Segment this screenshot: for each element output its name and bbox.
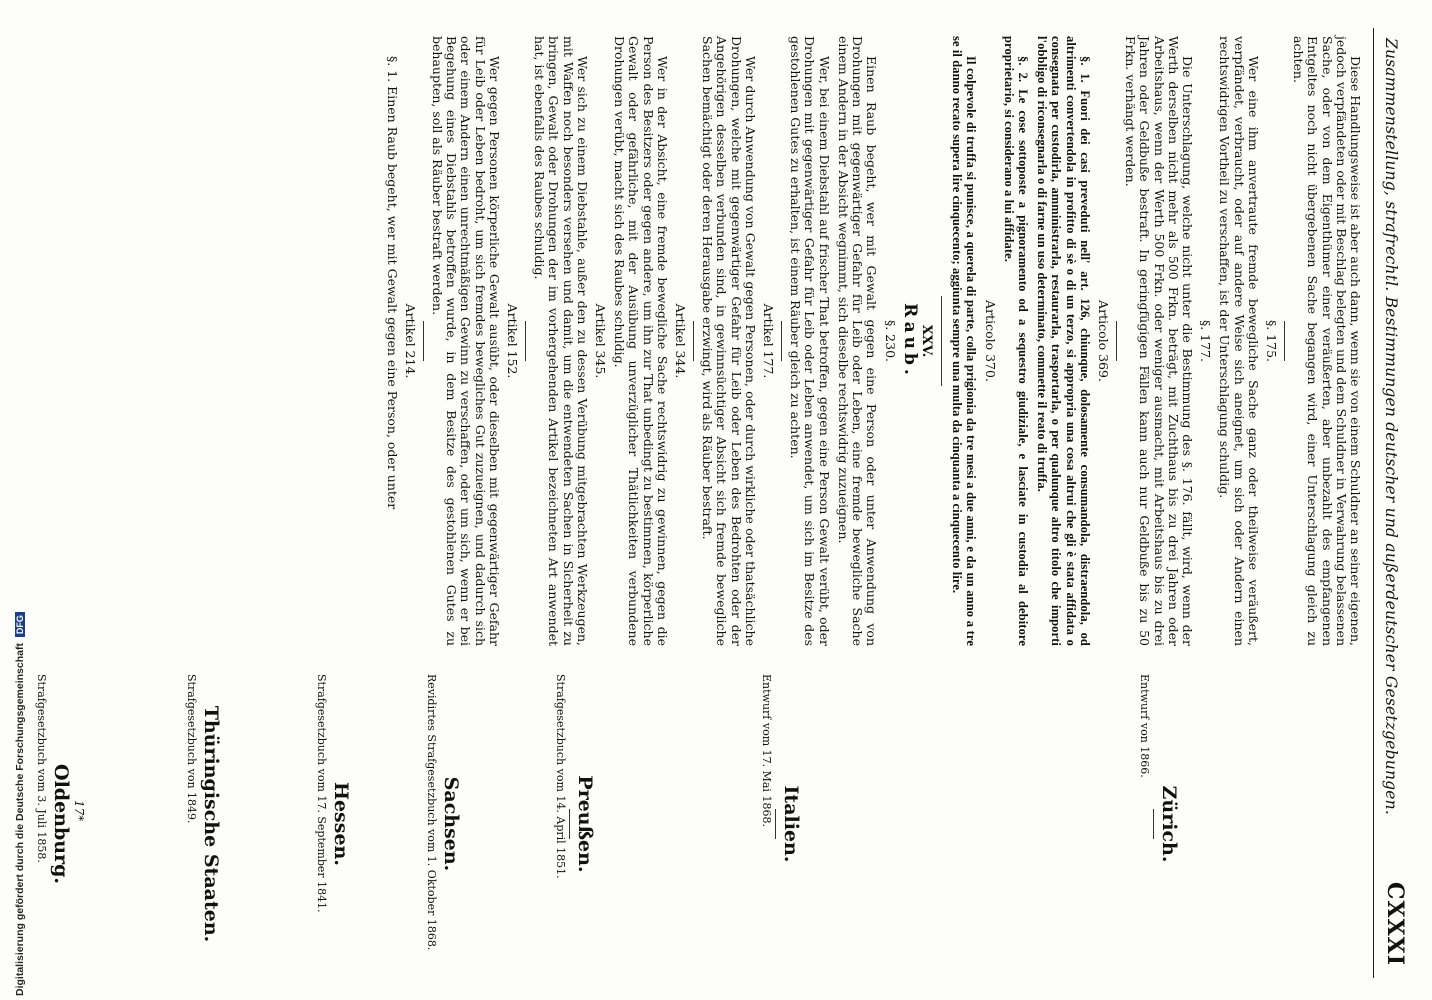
divider (775, 809, 776, 839)
margin-entry-oldenburg (35, 674, 72, 974)
paragraph: Wer eine ihm anvertraute fremde bewegliche Sache ganz oder theilweise veräußert, verpfändet, verbraucht, oder auf andere Weise sich aneignet, um sich oder Andern einen rechtswidrigen Vortheil zu verschaffen, ist der Unterschlagung schuldig. (1217, 36, 1261, 646)
divider (423, 321, 424, 361)
signature-mark: 17* (72, 800, 86, 822)
section-number: Artikel 152. (505, 303, 521, 379)
jurisdiction-name: Zürich. (1158, 785, 1180, 863)
divider (1116, 321, 1117, 361)
margin-entry-hessen (315, 674, 352, 974)
chapter-number: XXV. (918, 324, 934, 358)
section-number: Articolo 370. (982, 300, 998, 382)
margin-entry-zuerich (1138, 674, 1180, 974)
law-source: Strafgesetzbuch vom 14. April 1851. (554, 674, 567, 879)
paragraph: Wer sich zu einem Diebstahle, außer den zu dessen Verübung mitgebrachten Werkzeugen, mit Waffen noch besonders versehen und damit, um die entwendeten Sachen in Sicherheit zu bringen, Gewalt oder Drohungen der im vorhergehenden Artikel bezeichneten Art anwendet hat, ist ebenfalls des Raubes schuldig. (532, 36, 590, 646)
jurisdiction-name: Oldenburg. (50, 764, 72, 884)
jurisdiction-name: Italien. (780, 785, 802, 863)
divider (693, 321, 694, 361)
section-number: Artikel 344. (673, 303, 689, 379)
page-frame (14, 28, 1414, 978)
paragraph: Il colpevole di truffa si punisce, a querela di parte, colla prigionia da tre mesi a due anni, e da un anno a tre se il danno recato supera lire cinquecento; aggiunta sempre una multa da cinquanta a cinquecento lire. (950, 36, 979, 646)
paragraph: Einen Raub begeht, wer mit Gewalt gegen eine Person oder unter Anwendung von Drohungen mit gegenwärtiger Gefahr für Leib oder Leben, eine fremde bewegliche Sache einem Andern in der Absicht wegnimmt, sich dieselbe rechtswidrig zuzueignen. (835, 36, 880, 646)
digitization-credit (14, 612, 26, 996)
divider (525, 321, 526, 361)
divider (1284, 321, 1285, 361)
divider (1153, 809, 1154, 839)
law-source: Revidirtes Strafgesetzbuch vom 1. Oktober 1868. (425, 674, 438, 951)
paragraph: Wer durch Anwendung von Gewalt gegen Personen, oder durch wirkliche oder thatsächliche Drohungen, welche mit gegenwärtiger Gefahr für Leib oder Leben des Bedrohten oder der Angehörigen desselben verbunden sind, in gewinnsüchtiger Absicht sich fremde bewegliche Sachen bemächtigt oder deren Herausgabe erzwingt, wird als Räuber bestraft. (700, 36, 758, 646)
margin-entry-sachsen (425, 674, 462, 974)
section-number: §. 230. (882, 319, 898, 363)
credit-text: Digitalisierung gefördert durch die Deutsche Forschungsgemeinschaft (14, 643, 26, 996)
divider (569, 809, 570, 839)
jurisdiction-name: Preußen. (574, 775, 596, 873)
running-head (1373, 28, 1414, 978)
law-source: Strafgesetzbuch vom 17. September 1841. (315, 674, 328, 913)
jurisdiction-name: Thüringische Staaten. (200, 705, 222, 943)
section-number: Articolo 369. (1095, 300, 1111, 382)
paragraph: Wer gegen Personen körperliche Gewalt ausübt, oder dieselben mit gegenwärtiger Gefahr für Leib oder Leben bedroht, um sich fremdes bewegliches Gut zuzueignen, und dadurch sich oder einem Andern einen unrechtmäßigen Gewinn zu verschaffen, oder um sich, wenn er bei Begehung eines Diebstahls betroffen wurde, in dem Besitze des gestohlenen Gutes zu behaupten, soll als Räuber bestraft werden. (430, 36, 502, 646)
paragraph: §. 2. Le cose sottoposte a pignoramento od a sequestro giudiziale, e lasciate in custodia al debitore proprietario, si considerano a lui affidate. (1001, 36, 1030, 646)
margin-entry-thueringen (185, 674, 222, 974)
divider (781, 321, 782, 361)
paragraph: Wer, bei einem Diebstahl auf frischer That betroffen, gegen eine Person Gewalt verübt, oder Drohungen mit gegenwärtiger Gefahr für Leib oder Leben anwendet, um sich im Besitze des gestohlenen Gutes zu erhalten, ist einem Räuber gleich zu achten. (788, 36, 832, 646)
paragraph: Wer in der Absicht, eine fremde bewegliche Sache rechtswidrig zu gewinnen, gegen die Person des Besitzers oder gegen andere, um ihn zur That unbedingt zu bestimmen, körperliche Gewalt oder gefährliche, mit der Ausübung unverzüglicher Thätlichkeiten verbundene Drohungen verübt, macht sich des Raubes schuldig. (612, 36, 670, 646)
rotated-page-content (2, 0, 1432, 1000)
margin-entry-preussen (554, 674, 596, 974)
page-number: CXXXI (1382, 881, 1408, 966)
chapter-divider (941, 296, 942, 386)
jurisdiction-name: Sachsen. (440, 776, 462, 872)
main-text-column (42, 36, 1362, 646)
law-source: Entwurf von 1866. (1138, 674, 1151, 778)
jurisdiction-margin-column (35, 674, 1362, 974)
section-number: §. 177. (1198, 319, 1214, 363)
paragraph: §. 1. Fuori dei casi preveduti nell' art. 126, chiunque, dolosamente consumandola, distraendola, od altrimenti convertendola in profitto di sè o di un terzo, si appropria una cosa altrui che gli è stata affidata o consegnata per custodirla, amministrarla, restaurarla, trasportarla, o per qualunque altro titolo che importi l'obbligo di riconsegnarla o di farne un uso determinato, commette il reato di truffa. (1035, 36, 1092, 646)
running-head-title: Zusammenstellung, strafrechtl. Bestimmungen deutscher und außerdeutscher Gesetzgebungen. (1382, 38, 1400, 815)
jurisdiction-name: Hessen. (330, 782, 352, 866)
law-source: Entwurf vom 17. Mai 1868. (760, 674, 773, 827)
law-source: Strafgesetzbuch von 1849. (185, 674, 198, 824)
chapter-title: Raub. (899, 303, 920, 379)
law-source: Strafgesetzbuch vom 3. Juli 1858. (35, 674, 48, 863)
section-number: Artikel 214. (402, 303, 418, 379)
section-number: Artikel 345. (593, 303, 609, 379)
section-number: Artikel 177. (761, 303, 777, 379)
paragraph: Die Unterschlagung, welche nicht unter die Bestimmung des §. 176. fällt, wird, wenn der Werth derselben nicht mehr als 500 Frkn. beträgt, mit Zuchthaus bis zu drei Jahren oder Arbeitshaus, wenn der Werth 500 Frkn. oder weniger ausmacht, mit Arbeitshaus bis zu drei Jahren oder Geldbuße bestraft. In geringfügigen Fällen kann auch nur Geldbuße bis zu 50 Frkn. verhängt werden. (1123, 36, 1195, 646)
dfg-logo-icon: DFG (15, 612, 25, 637)
margin-entry-italien (760, 674, 802, 974)
paragraph: §. 1. Einen Raub begeht, wer mit Gewalt gegen eine Person, oder unter (384, 56, 400, 510)
paragraph: Diese Handlungsweise ist aber auch dann, wenn sie von einem Schuldner an seiner eigenen, jedoch verpfändeten oder mit Beschlag belegten und dem Schuldner in Verwahrung belassenen Sache, oder von dem Eigenthümer einer veräußerten, aber unbezahlt des empfangenen Entgeltes noch nicht übergebenen Sache begangen wird, einer Unterschlagung gleich zu achten. (1291, 36, 1363, 646)
section-number: §. 175. (1263, 319, 1279, 363)
